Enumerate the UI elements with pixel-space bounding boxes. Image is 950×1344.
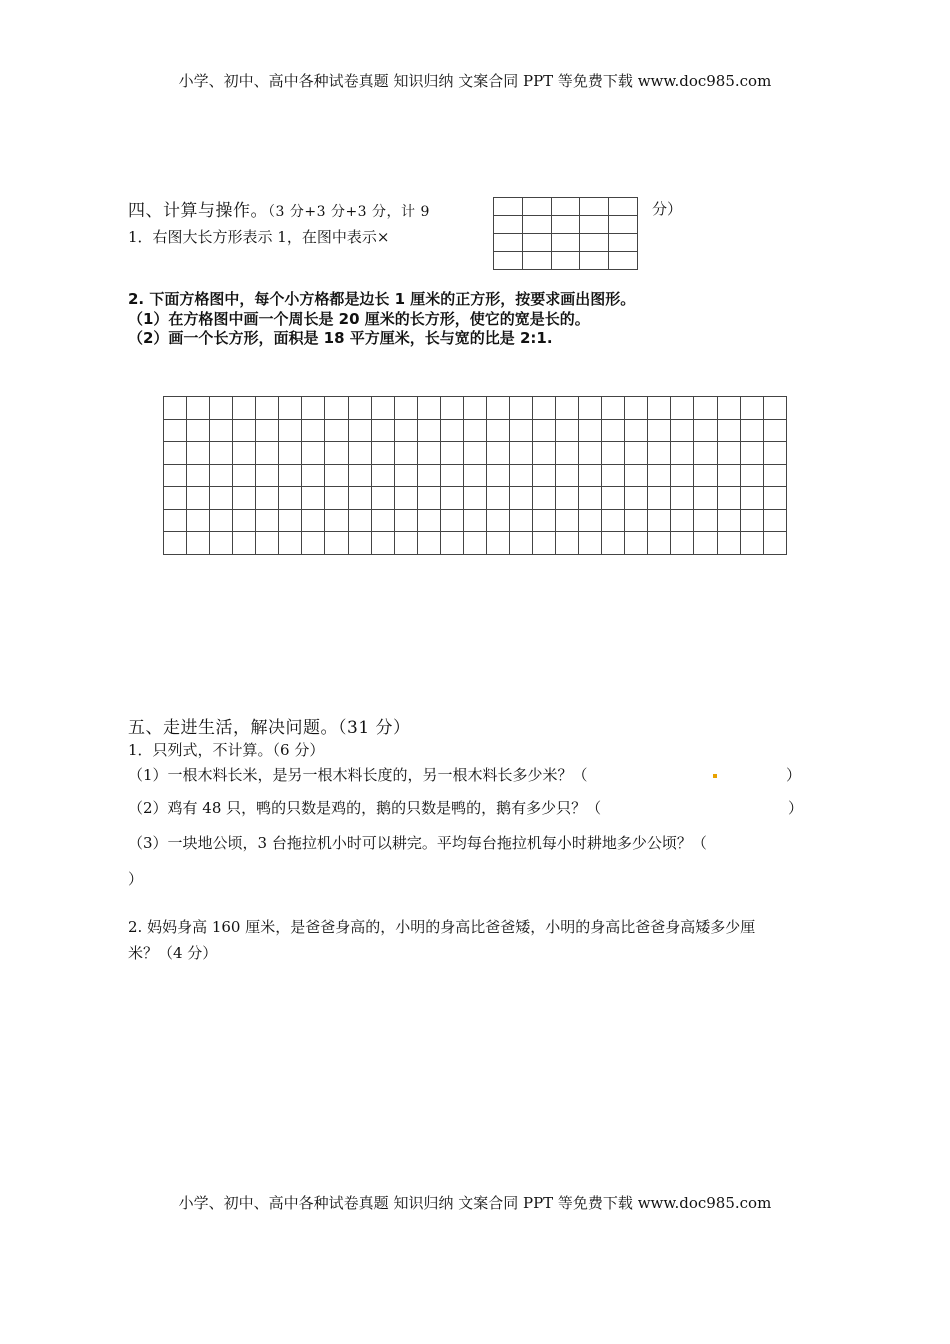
large-grid-cell xyxy=(533,397,556,420)
small-grid-cell xyxy=(609,216,638,234)
large-grid-cell xyxy=(509,509,532,532)
small-grid-cell xyxy=(551,198,580,216)
small-grid-cell xyxy=(580,216,609,234)
large-grid-cell xyxy=(325,397,348,420)
large-grid-cell xyxy=(694,532,717,555)
large-grid-cell xyxy=(648,442,671,465)
large-grid-cell xyxy=(509,397,532,420)
large-grid-cell xyxy=(325,532,348,555)
large-grid-cell xyxy=(717,509,740,532)
large-grid-cell xyxy=(440,532,463,555)
section4-q2-part2: （2）画一个长方形，面积是 18 平方厘米，长与宽的比是 2:1. xyxy=(128,329,553,347)
large-grid-cell xyxy=(556,532,579,555)
small-grid-cell xyxy=(494,252,523,270)
large-grid-cell xyxy=(302,464,325,487)
large-grid-cell xyxy=(325,419,348,442)
large-grid-cell xyxy=(486,532,509,555)
large-grid-cell xyxy=(233,419,256,442)
large-grid-cell xyxy=(279,487,302,510)
large-grid-cell xyxy=(671,464,694,487)
large-grid-cell xyxy=(625,419,648,442)
large-grid-cell xyxy=(394,487,417,510)
large-grid-cell xyxy=(694,487,717,510)
large-grid-cell xyxy=(717,532,740,555)
large-grid-cell xyxy=(279,509,302,532)
large-grid-cell xyxy=(417,419,440,442)
large-grid-cell xyxy=(164,442,187,465)
large-grid-cell xyxy=(763,442,786,465)
large-grid-cell xyxy=(533,419,556,442)
large-grid-cell xyxy=(648,532,671,555)
section4-score-right: 分） xyxy=(652,200,683,218)
large-grid-cell xyxy=(556,397,579,420)
section5-q1-2: （2）鸡有 48 只，鸭的只数是鸡的，鹅的只数是鸭的，鹅有多少只？（ xyxy=(128,799,602,817)
large-grid-cell xyxy=(210,397,233,420)
large-grid-cell xyxy=(187,397,210,420)
large-grid-cell xyxy=(740,419,763,442)
large-grid-cell xyxy=(625,509,648,532)
large-grid-cell xyxy=(233,509,256,532)
large-grid-cell xyxy=(579,419,602,442)
small-grid-cell xyxy=(522,198,551,216)
large-grid-row xyxy=(164,487,787,510)
large-grid-cell xyxy=(533,532,556,555)
large-grid-cell xyxy=(463,532,486,555)
large-grid-cell xyxy=(533,464,556,487)
large-grid-cell xyxy=(187,509,210,532)
large-grid-cell xyxy=(417,532,440,555)
large-grid-cell xyxy=(556,442,579,465)
large-grid-cell xyxy=(740,509,763,532)
large-grid-cell xyxy=(256,464,279,487)
large-grid-cell xyxy=(533,509,556,532)
large-grid-cell xyxy=(233,487,256,510)
large-grid-cell xyxy=(763,487,786,510)
large-grid-row xyxy=(164,442,787,465)
large-grid-cell xyxy=(210,419,233,442)
section5-q1-3-close: ） xyxy=(128,870,144,888)
large-grid-cell xyxy=(325,442,348,465)
large-grid-cell xyxy=(648,509,671,532)
large-grid-cell xyxy=(279,397,302,420)
large-grid-cell xyxy=(164,419,187,442)
large-grid-cell xyxy=(371,419,394,442)
large-grid-cell xyxy=(625,464,648,487)
large-grid-cell xyxy=(210,487,233,510)
large-grid-cell xyxy=(694,442,717,465)
large-grid-cell xyxy=(302,442,325,465)
section5-q2-line2: 米？（4 分） xyxy=(128,944,218,962)
large-grid-cell xyxy=(302,487,325,510)
large-grid-cell xyxy=(740,487,763,510)
large-grid-cell xyxy=(533,487,556,510)
large-grid-cell xyxy=(463,397,486,420)
large-grid-cell xyxy=(440,487,463,510)
small-grid-cell xyxy=(580,234,609,252)
large-grid-cell xyxy=(164,464,187,487)
large-grid-cell xyxy=(440,397,463,420)
large-grid-cell xyxy=(579,397,602,420)
large-grid-cell xyxy=(486,487,509,510)
large-grid-cell xyxy=(648,464,671,487)
page-footer: 小学、初中、高中各种试卷真题 知识归纳 文案合同 PPT 等免费下载 www.doc985.com xyxy=(178,1194,772,1212)
large-grid-cell xyxy=(348,442,371,465)
large-grid-cell xyxy=(256,442,279,465)
large-grid-cell xyxy=(463,487,486,510)
large-grid-cell xyxy=(763,419,786,442)
large-grid-cell xyxy=(394,464,417,487)
large-grid-cell xyxy=(509,487,532,510)
section4-score-left: （3 分+3 分+3 分，计 9 xyxy=(268,204,430,220)
large-grid-cell xyxy=(717,464,740,487)
large-grid-cell xyxy=(763,509,786,532)
large-grid-cell xyxy=(579,532,602,555)
large-grid-cell xyxy=(371,397,394,420)
large-grid-cell xyxy=(279,532,302,555)
large-grid-cell xyxy=(694,509,717,532)
section4-title xyxy=(128,196,430,221)
large-grid-cell xyxy=(671,419,694,442)
large-grid-cell xyxy=(279,442,302,465)
large-grid-cell xyxy=(694,397,717,420)
small-grid-cell xyxy=(494,234,523,252)
large-grid-cell xyxy=(371,532,394,555)
small-grid-cell xyxy=(494,216,523,234)
large-grid-cell xyxy=(440,509,463,532)
section4-q2-part1: （1）在方格图中画一个周长是 20 厘米的长方形，使它的宽是长的。 xyxy=(128,310,590,328)
large-grid-cell xyxy=(164,487,187,510)
large-grid-cell xyxy=(256,487,279,510)
large-grid-cell xyxy=(509,419,532,442)
large-grid-cell xyxy=(394,509,417,532)
small-grid-cell xyxy=(522,252,551,270)
large-grid-cell xyxy=(187,464,210,487)
large-grid-cell xyxy=(486,442,509,465)
ink-dot xyxy=(713,774,717,778)
small-grid-cell xyxy=(580,198,609,216)
large-grid-cell xyxy=(417,397,440,420)
small-grid-cell xyxy=(494,198,523,216)
large-grid-cell xyxy=(302,532,325,555)
large-grid-cell xyxy=(394,442,417,465)
large-grid-cell xyxy=(164,532,187,555)
large-grid-cell xyxy=(509,532,532,555)
large-grid-cell xyxy=(625,532,648,555)
large-grid-cell xyxy=(417,509,440,532)
large-grid-cell xyxy=(348,509,371,532)
square-grid-paper xyxy=(163,396,787,555)
small-grid-cell xyxy=(609,234,638,252)
large-grid-cell xyxy=(579,464,602,487)
large-grid-row xyxy=(164,532,787,555)
small-grid-row xyxy=(494,216,638,234)
large-grid-cell xyxy=(509,464,532,487)
section5-q2-line1: 2. 妈妈身高 160 厘米，是爸爸身高的，小明的身高比爸爸矮，小明的身高比爸爸身高矮多少厘 xyxy=(128,918,756,936)
small-grid-cell xyxy=(551,234,580,252)
large-grid-cell xyxy=(256,509,279,532)
small-rectangle-grid xyxy=(493,197,638,270)
large-grid-cell xyxy=(486,419,509,442)
large-grid-cell xyxy=(187,442,210,465)
large-grid-cell xyxy=(763,532,786,555)
large-grid-cell xyxy=(256,419,279,442)
large-grid-cell xyxy=(371,509,394,532)
large-grid-cell xyxy=(187,487,210,510)
small-grid-cell xyxy=(609,252,638,270)
small-grid-cell xyxy=(551,216,580,234)
large-grid-cell xyxy=(394,397,417,420)
section5-q1-1-close: ） xyxy=(786,766,802,784)
large-grid-cell xyxy=(533,442,556,465)
small-grid-row xyxy=(494,198,638,216)
large-grid-cell xyxy=(210,464,233,487)
large-grid-cell xyxy=(233,442,256,465)
large-grid-cell xyxy=(602,442,625,465)
large-grid-cell xyxy=(625,397,648,420)
large-grid-cell xyxy=(256,397,279,420)
small-grid-cell xyxy=(609,198,638,216)
large-grid-row xyxy=(164,509,787,532)
large-grid-cell xyxy=(210,442,233,465)
large-grid-cell xyxy=(348,419,371,442)
small-grid-row xyxy=(494,252,638,270)
large-grid-row xyxy=(164,397,787,420)
large-grid-cell xyxy=(602,464,625,487)
large-grid-cell xyxy=(302,419,325,442)
large-grid-cell xyxy=(671,442,694,465)
large-grid-cell xyxy=(371,464,394,487)
section5-q1-3: （3）一块地公顷，3 台拖拉机小时可以耕完。平均每台拖拉机每小时耕地多少公顷？（ xyxy=(128,834,707,852)
large-grid-cell xyxy=(486,464,509,487)
large-grid-cell xyxy=(556,509,579,532)
section5-q1-title: 1．只列式，不计算。（6 分） xyxy=(128,741,325,759)
large-grid-cell xyxy=(486,509,509,532)
large-grid-cell xyxy=(648,419,671,442)
large-grid-cell xyxy=(302,397,325,420)
large-grid-cell xyxy=(440,442,463,465)
large-grid-cell xyxy=(417,464,440,487)
large-grid-cell xyxy=(210,532,233,555)
section4-title-text: 四、计算与操作。 xyxy=(128,201,268,221)
small-grid-cell xyxy=(522,216,551,234)
section4-q1: 1．右图大长方形表示 1，在图中表示× xyxy=(128,228,390,246)
section5-title: 五、走进生活，解决问题。（31 分） xyxy=(128,718,411,738)
large-grid-cell xyxy=(579,442,602,465)
large-grid-cell xyxy=(556,487,579,510)
large-grid-cell xyxy=(671,532,694,555)
large-grid-cell xyxy=(694,419,717,442)
large-grid-cell xyxy=(417,442,440,465)
large-grid-cell xyxy=(602,532,625,555)
large-grid-cell xyxy=(602,397,625,420)
small-grid-cell xyxy=(522,234,551,252)
page-header: 小学、初中、高中各种试卷真题 知识归纳 文案合同 PPT 等免费下载 www.doc985.com xyxy=(178,72,772,90)
small-grid-cell xyxy=(551,252,580,270)
large-grid-cell xyxy=(348,532,371,555)
large-grid-cell xyxy=(671,487,694,510)
large-grid-cell xyxy=(763,464,786,487)
large-grid-cell xyxy=(648,487,671,510)
large-grid-cell xyxy=(625,487,648,510)
large-grid-cell xyxy=(440,464,463,487)
large-grid-cell xyxy=(509,442,532,465)
large-grid-cell xyxy=(279,419,302,442)
large-grid-cell xyxy=(440,419,463,442)
large-grid-cell xyxy=(579,509,602,532)
large-grid-cell xyxy=(302,509,325,532)
large-grid-cell xyxy=(325,464,348,487)
large-grid-cell xyxy=(717,442,740,465)
large-grid-row xyxy=(164,464,787,487)
large-grid-row xyxy=(164,419,787,442)
section5-q1-2-close: ） xyxy=(788,799,804,817)
large-grid-cell xyxy=(717,397,740,420)
large-grid-cell xyxy=(463,464,486,487)
large-grid-cell xyxy=(671,509,694,532)
large-grid-cell xyxy=(279,464,302,487)
large-grid-cell xyxy=(671,397,694,420)
large-grid-cell xyxy=(463,419,486,442)
large-grid-cell xyxy=(394,532,417,555)
large-grid-cell xyxy=(625,442,648,465)
large-grid-cell xyxy=(325,487,348,510)
large-grid-cell xyxy=(694,464,717,487)
large-grid-cell xyxy=(164,397,187,420)
large-grid-cell xyxy=(394,419,417,442)
section5-q1-1: （1）一根木料长米，是另一根木料长度的，另一根木料长多少米？（ xyxy=(128,766,588,784)
large-grid-cell xyxy=(233,397,256,420)
large-grid-cell xyxy=(233,464,256,487)
large-grid-cell xyxy=(187,419,210,442)
large-grid-cell xyxy=(717,419,740,442)
large-grid-cell xyxy=(164,509,187,532)
large-grid-cell xyxy=(371,442,394,465)
large-grid-cell xyxy=(602,487,625,510)
large-grid-cell xyxy=(348,397,371,420)
large-grid-cell xyxy=(556,419,579,442)
large-grid-cell xyxy=(256,532,279,555)
large-grid-cell xyxy=(602,419,625,442)
large-grid-cell xyxy=(486,397,509,420)
large-grid-cell xyxy=(648,397,671,420)
large-grid-cell xyxy=(371,487,394,510)
large-grid-cell xyxy=(348,487,371,510)
large-grid-cell xyxy=(463,509,486,532)
large-grid-cell xyxy=(556,464,579,487)
large-grid-cell xyxy=(740,397,763,420)
small-grid-cell xyxy=(580,252,609,270)
large-grid-cell xyxy=(463,442,486,465)
small-grid-row xyxy=(494,234,638,252)
large-grid-cell xyxy=(325,509,348,532)
large-grid-cell xyxy=(233,532,256,555)
large-grid-cell xyxy=(602,509,625,532)
large-grid-cell xyxy=(763,397,786,420)
large-grid-cell xyxy=(740,464,763,487)
large-grid-cell xyxy=(579,487,602,510)
large-grid-cell xyxy=(417,487,440,510)
large-grid-cell xyxy=(740,442,763,465)
large-grid-cell xyxy=(348,464,371,487)
large-grid-cell xyxy=(740,532,763,555)
large-grid-cell xyxy=(210,509,233,532)
large-grid-cell xyxy=(187,532,210,555)
large-grid-cell xyxy=(717,487,740,510)
section4-q2-stem: 2. 下面方格图中，每个小方格都是边长 1 厘米的正方形，按要求画出图形。 xyxy=(128,290,636,308)
